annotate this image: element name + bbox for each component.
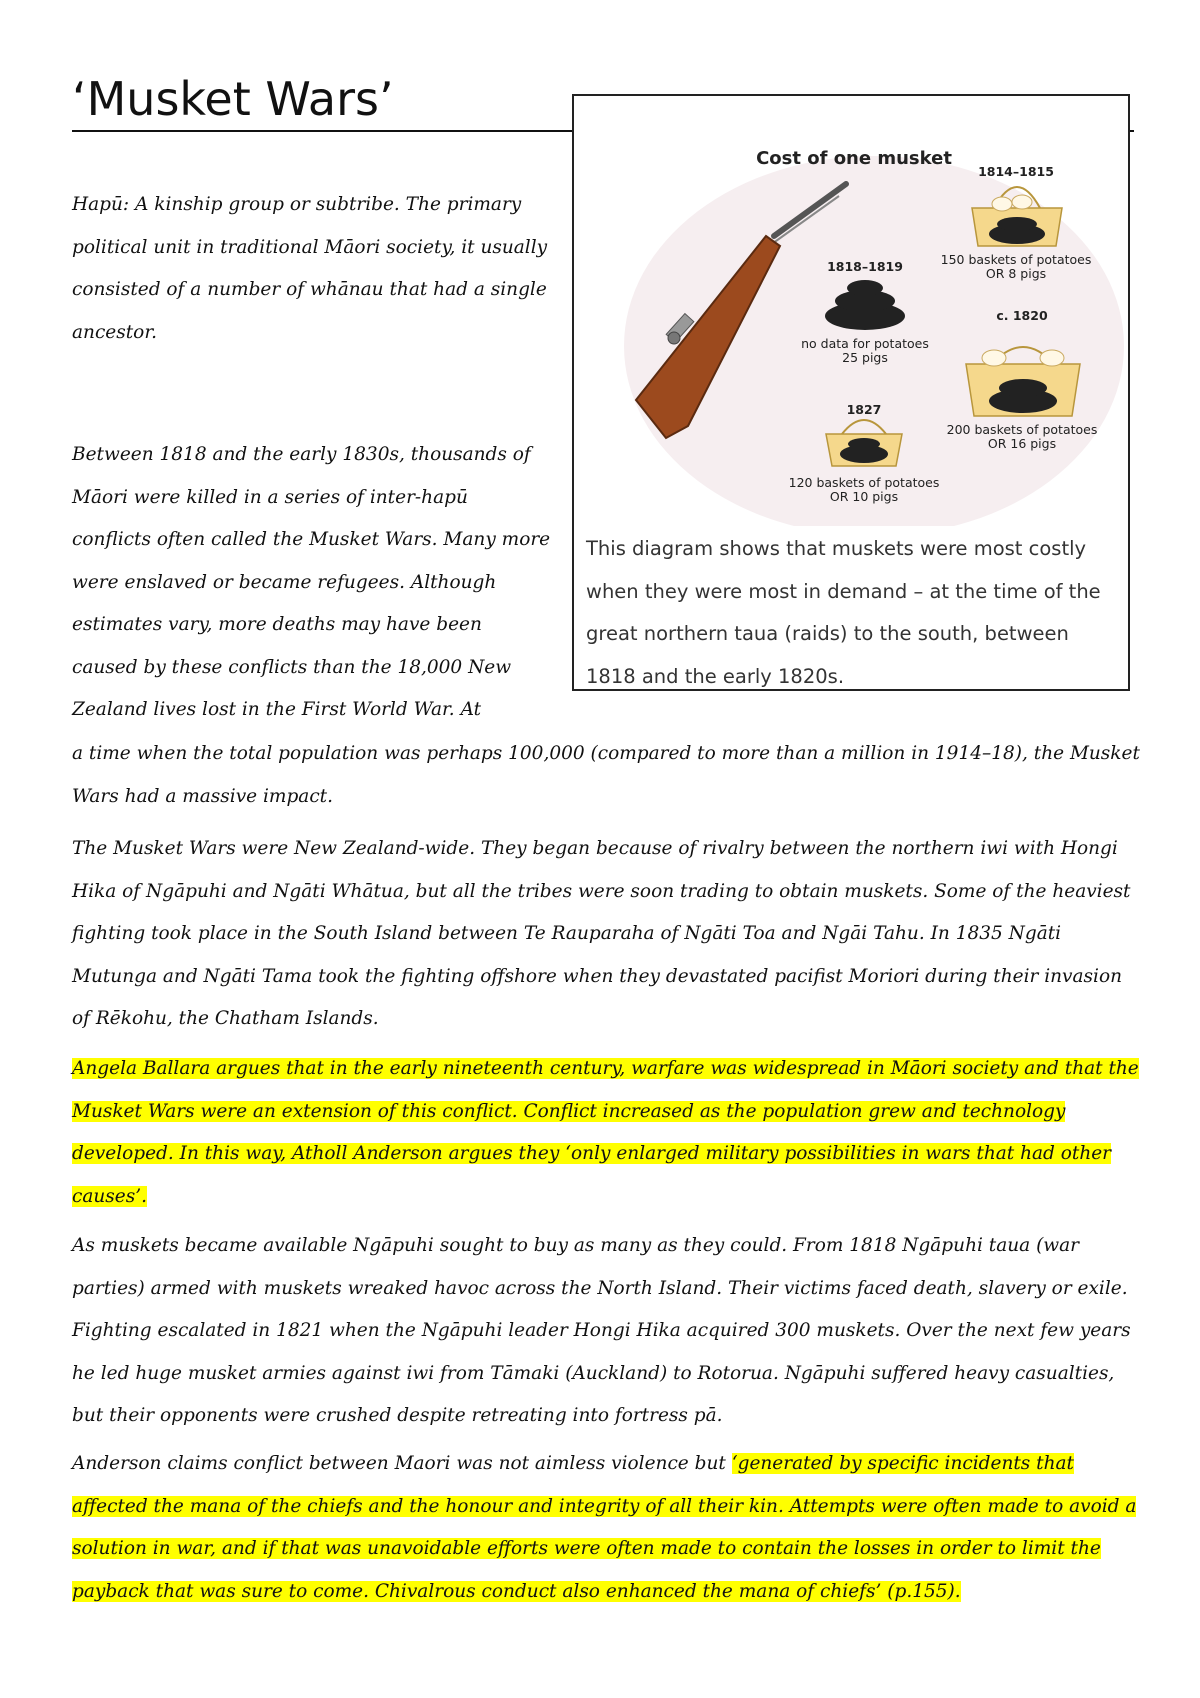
highlight-ballara: Angela Ballara argues that in the early nineteenth century, warfare was widespread in Māori society and that the Musket Wars were an extension of this conflict. Conflict increased as the population grew and technology developed. In this way, Atholl Anderson argues they ‘only enlarged military possibilities in wars that had other causes’.: [72, 1058, 1139, 1207]
item-line1-1818: no data for potatoes: [801, 336, 929, 351]
page-title: ‘Musket Wars’: [72, 72, 394, 126]
diagram-heading: Cost of one musket: [756, 148, 952, 169]
paragraph-intro-continued: a time when the total population was perhaps 100,000 (compared to more than a million in 1914–18), the Musket Wars had a massive impact.: [72, 743, 1140, 807]
paragraph-anderson: [72, 1443, 1142, 1613]
highlight-anderson-quote: ‘generated by specific incidents that affected the mana of the chiefs and the honour and integrity of all their kin. Attempts were often made to avoid a solution in war, and if that was unavoidable efforts were often made to contain the losses in order to limit the payback that was sure to come. Chivalrous conduct also enhanced the mana of chiefs’ (p.155).: [72, 1453, 1137, 1602]
paragraph-ngapuhi: As muskets became available Ngāpuhi sought to buy as many as they could. From 1818 Ngāpuhi taua (war parties) armed with muskets wreaked havoc across the North Island. Their victims faced death, slavery or exile. Fighting escalated in 1821 when the Ngāpuhi leader Hongi Hika acquired 300 muskets. Over the next few years he led huge musket armies against iwi from Tāmaki (Auckland) to Rotorua. Ngāpuhi suffered heavy casualties, but their opponents were crushed despite retreating into fortress pā.: [72, 1235, 1131, 1426]
paragraph-ballara: [72, 1048, 1142, 1218]
year-label-1814: 1814–1815: [978, 164, 1054, 179]
definition-hapu: Hapū: A kinship group or subtribe. The primary political unit in traditional Māori society, it usually consisted of a number of whānau that had a single ancestor.: [72, 194, 548, 343]
figure-caption: This diagram shows that muskets were most costly when they were most in demand – at the time of the great northern taua (raids) to the south, between 1818 and the early 1820s.: [586, 537, 1101, 688]
item-line2-1814: OR 8 pigs: [985, 266, 1047, 281]
item-line1-1820: 200 baskets of potatoes: [946, 422, 1098, 437]
paragraph-nationwide: The Musket Wars were New Zealand-wide. They began because of rivalry between the northern iwi with Hongi Hika of Ngāpuhi and Ngāti Whātua, but all the tribes were soon trading to obtain muskets. Some of the heaviest fighting took place in the South Island between Te Rauparaha of Ngāti Toa and Ngāi Tahu. In 1835 Ngāti Mutunga and Ngāti Tama took the fighting offshore when they devastated pacifist Moriori during their invasion of Rēkohu, the Chatham Islands.: [72, 838, 1131, 1029]
year-label-1827: 1827: [846, 402, 882, 417]
musket-cost-figure: [572, 94, 1130, 691]
item-line1-1827: 120 baskets of potatoes: [788, 475, 940, 490]
item-line1-1814: 150 baskets of potatoes: [940, 252, 1092, 267]
musket-cost-diagram: [574, 96, 1127, 526]
anderson-plain-text: Anderson claims conflict between Maori was not aimless violence but: [72, 1453, 732, 1474]
item-line2-1818: 25 pigs: [842, 350, 888, 365]
item-line2-1827: OR 10 pigs: [829, 489, 899, 504]
item-line2-1820: OR 16 pigs: [987, 436, 1057, 451]
year-label-1820: c. 1820: [996, 308, 1048, 323]
paragraph-intro: Between 1818 and the early 1830s, thousands of Māori were killed in a series of inter-hapū conflicts often called the Musket Wars. Many more were enslaved or became refugees. Although estimates vary, more deaths may have been caused by these conflicts than the 18,000 New Zealand lives lost in the First World War. At: [72, 444, 551, 720]
year-label-1818: 1818–1819: [827, 259, 903, 274]
